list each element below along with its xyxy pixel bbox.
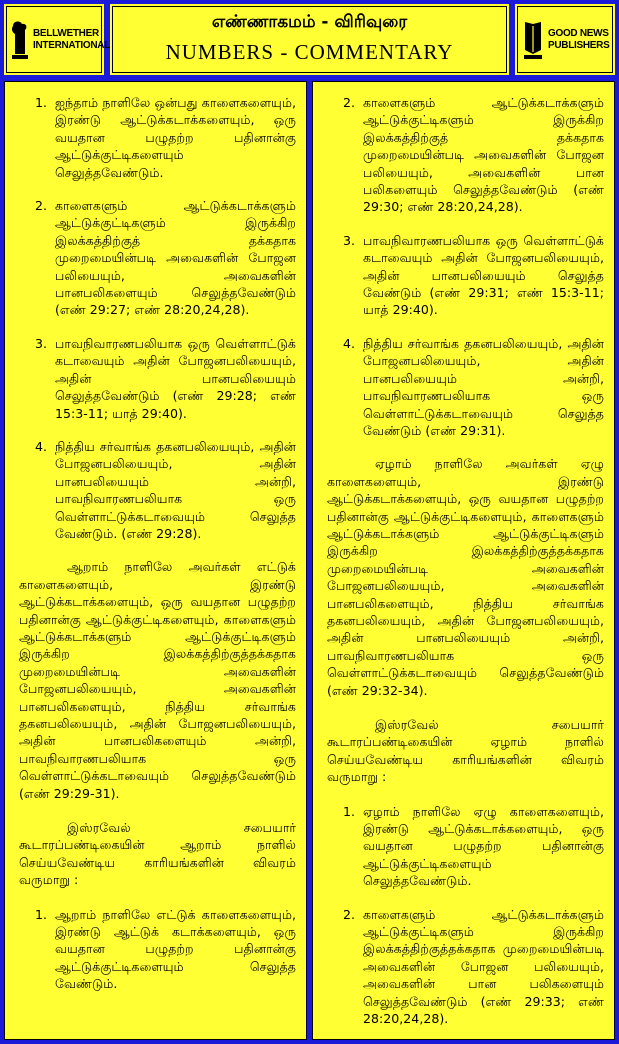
header-title-panel [110, 4, 509, 75]
header-right-logo-panel [515, 4, 615, 75]
paragraph: இஸ்ரவேல் சபையார் கூடாரப்பண்டிகையின் ஆறாம் நாளில் செய்யவேண்டிய காரியங்களின் விவரம் வருமாறு : [19, 820, 296, 888]
paragraph: இஸ்ரவேல் சபையார் கூடாரப்பண்டிகையின் ஏழாம் நாளில் செய்யவேண்டிய காரியங்களின் விவரம் வருமாறு : [327, 717, 604, 785]
right-column [312, 81, 615, 1040]
left-column [4, 81, 307, 1040]
title-tamil: எண்ணாகமம் - விரிவுரை [211, 12, 408, 32]
list-item: 4. நித்திய சர்வாங்க தகனபலியையும், அதின் போஜனபலியையும், அதின் பானபலியையும் அன்றி, பாவநிவாரணபலியாக ஒரு வெள்ளாட்டுக்கடாவையும் செலுத்த வேண்டும். (எண் 29:28). [34, 438, 296, 541]
list-item: 1. ஏழாம் நாளிலே ஏழு காளைகளையும், இரண்டு ஆட்டுக்கடாக்களையும், ஒரு வயதான பழுதற்ற பதினான்கு ஆட்டுக்குட்டிகளையும் செலுத்தவேண்டும். [342, 803, 604, 889]
list-item: 3. பாவநிவாரணபலியாக ஒரு வெள்ளாட்டுக் கடாவையும் அதின் போஜனபலியையும், அதின் பானபலியையும் செலுத்தவேண்டும் (எண் 29:28; எண் 15:3-11; யாத் 29:40). [34, 335, 296, 421]
list-item: 4. நித்திய சர்வாங்க தகனபலியையும், அதின் போஜனபலியையும், அதின் பானபலியையும் அன்றி, பாவநிவாரணபலியாக ஒரு வெள்ளாட்டுக்கடாவையும் செலுத்த வேண்டும் (எண் 29:31). [342, 335, 604, 438]
list-item: 3. பாவநிவாரணபலியாக ஒரு வெள்ளாட்டுக் கடாவையும் அதின் போஜனபலியையும், அதின் பானபலியையும் செலுத்த வேண்டும் (எண் 29:31; எண் 15:3-11; யாத் 29:40). [342, 232, 604, 318]
list-item: 1. ஐந்தாம் நாளிலே ஒன்பது காளைகளையும், இரண்டு ஆட்டுக்கடாக்களையும், ஒரு வயதான பழுதற்ற பதினான்கு ஆட்டுக்குட்டிகளையும் செலுத்தவேண்டும். [34, 95, 296, 180]
header-left-logo-panel [4, 4, 111, 75]
open-book-icon [521, 20, 545, 60]
paragraph: ஏழாம் நாளிலே அவர்கள் ஏழு காளைகளையும், இரண்டு ஆட்டுக்கடாக்களையும், ஒரு வயதான பழுதற்ற பதினான்கு ஆட்டுக்குட்டிகளையும், காளைகளும் ஆட்டுக்கடாக்களும் ஆட்டுக்குட்டிகளும் இருக்கிற இலக்கத்திற்குத்தக்கதாக முறைமையின்படி அவைகளின் போஜனபலியையும், அவைகளின் பானபலிகளையும், நித்திய சர்வாங்க தகனபலியையும், அதின் போஜனபலியையும், அதின் பானபலியையும் அன்றி, பாவநிவாரணபலியாக ஒரு வெள்ளாட்டுக்கடாவையும் செலுத்தவேண்டும் (எண் 29:32-34). [327, 456, 604, 698]
title-english: NUMBERS - COMMENTARY [165, 40, 454, 64]
list-item: 2. காளைகளும் ஆட்டுக்கடாக்களும் ஆட்டுக்குட்டிகளும் இருக்கிற இலக்கத்திற்குத்தக்கதாக முறைமையின்படி அவைகளின் போஜன பலியையும், அவைகளின் பான பலிகளையும் செலுத்தவேண்டும் (எண் 29:33; எண் 28:20,24,28). [342, 906, 604, 1027]
list-item: 2. காளைகளும் ஆட்டுக்கடாக்களும் ஆட்டுக்குட்டிகளும் இருக்கிற இலக்கத்திற்குத் தக்கதாக முறைமையின்படி அவைகளின் போஜன பலியையும், அவைகளின் பானபலிகளையும் செலுத்தவேண்டும் (எண் 29:27; எண் 28:20,24,28). [34, 198, 296, 318]
list-item: 2. காளைகளும் ஆட்டுக்கடாக்களும் ஆட்டுக்குட்டிகளும் இருக்கிற இலக்கத்திற்குத் தக்கதாக முறைமையின்படி அவைகளின் போஜன பலியையும், அவைகளின் பான பலிகளையும் செலுத்தவேண்டும் (எண் 29:30; எண் 28:20,24,28). [342, 95, 604, 215]
list-item: 1. ஆறாம் நாளிலே எட்டுக் காளைகளையும், இரண்டு ஆட்டுக் கடாக்களையும், ஒரு வயதான பழுதற்ற பதினான்கு ஆட்டுக்குட்டிகளையும் செலுத்த வேண்டும். [34, 906, 296, 992]
paragraph: ஆறாம் நாளிலே அவர்கள் எட்டுக் காளைகளையும், இரண்டு ஆட்டுக்கடாக்களையும், ஒரு வயதான பழுதற்ற பதினான்கு ஆட்டுக்குட்டிகளையும், காளைகளும் ஆட்டுக்கடாக்களும் ஆட்டுக்குட்டிகளும் இருக்கிற இலக்கத்திற்குத்தக்கதாக முறைமையின்படி அவைகளின் போஜனபலியையும், அவைகளின் பானபலிகளையும், நித்திய சர்வாங்க தகனபலியையும், அதின் போஜனபலியையும், அதின் பானபலிகளையும் அன்றி, பாவநிவாரணபலியாக ஒரு வெள்ளாட்டுக்கடாவையும் செலுத்தவேண்டும் (எண் 29:29-31). [19, 559, 296, 801]
good-news-logo: GOOD NEWS PUBLISHERS [521, 14, 609, 65]
bellwether-ram-icon [10, 20, 30, 60]
bellwether-logo: BELLWETHER INTERNATIONAL [10, 14, 98, 65]
